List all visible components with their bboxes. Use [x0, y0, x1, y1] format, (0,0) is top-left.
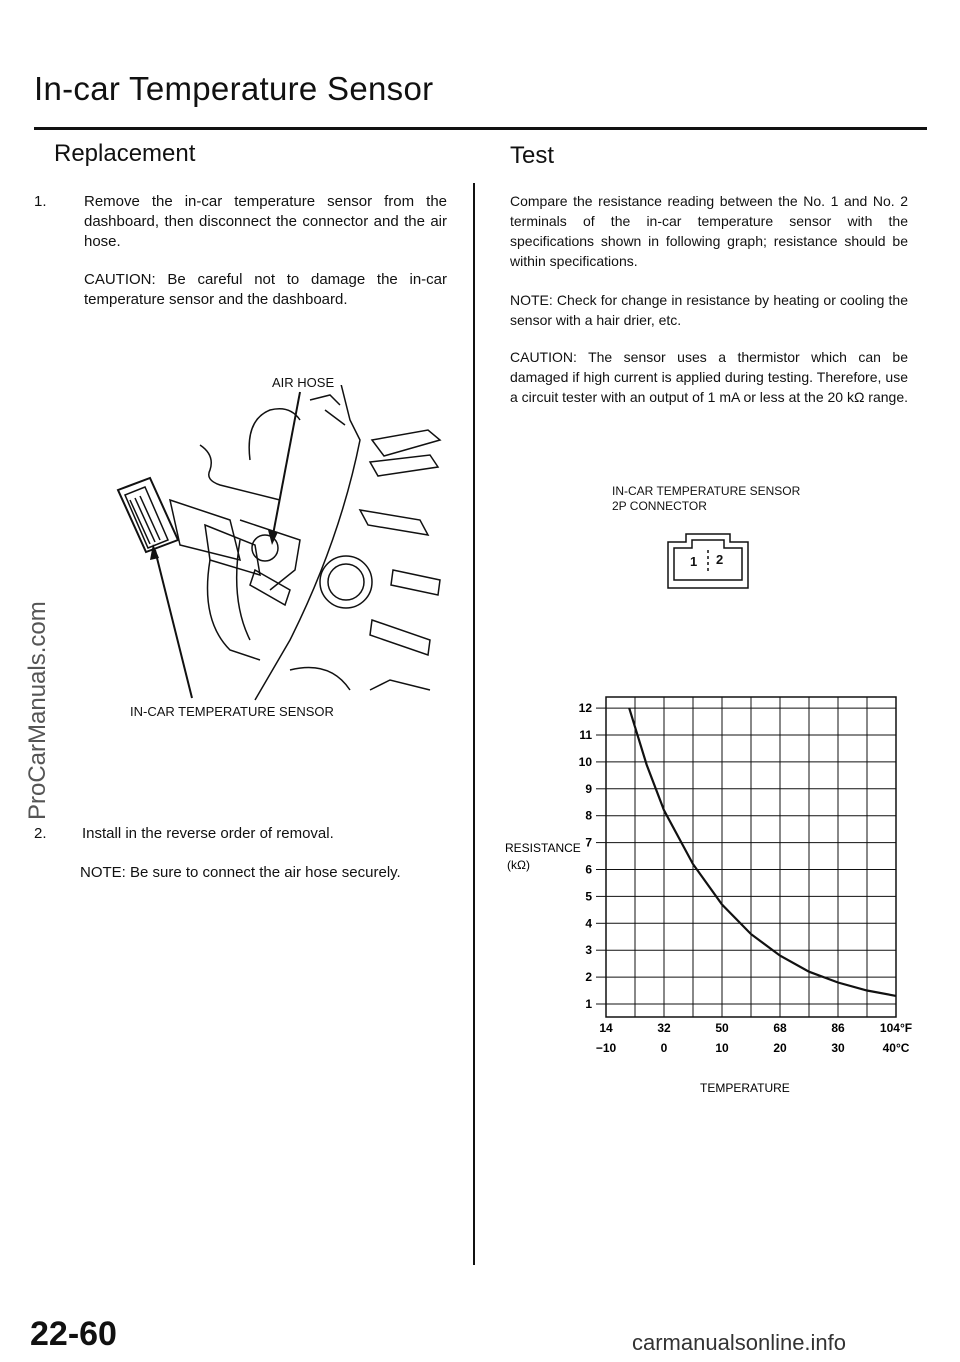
step1-text: Remove the in-car temperature sensor from the dashboard, then disconnect the connector and the air hose.	[84, 193, 447, 250]
page-title: In-car Temperature Sensor	[34, 70, 434, 107]
test-note: NOTE: Check for change in resistance by heating or cooling the sensor with a hair drier, etc.	[510, 292, 908, 328]
y-tick-label: 5	[585, 889, 592, 904]
x-tick-label-f: 68	[773, 1021, 787, 1035]
watermark-bottom: carmanualsonline.info	[632, 1330, 847, 1355]
pin-2-label: 2	[716, 552, 724, 567]
test-intro: Compare the resistance reading between the No. 1 and No. 2 terminals of the in-car temperature sensor with the specifications shown in following graph; resistance should be within specifications.	[510, 193, 908, 269]
connector-diagram	[660, 528, 760, 598]
x-tick-label-c: 20	[773, 1041, 787, 1055]
title-rule	[34, 127, 927, 130]
y-axis-label: RESISTANCE	[505, 841, 581, 855]
y-tick-label: 4	[585, 916, 592, 931]
x-tick-label-c: 40°C	[882, 1041, 910, 1055]
y-tick-label: 9	[585, 781, 592, 796]
watermark-side: ProCarManuals.com	[24, 601, 51, 820]
test-heading: Test	[510, 142, 555, 169]
label-in-car-temperature-sensor: IN-CAR TEMPERATURE SENSOR	[130, 704, 334, 719]
x-tick-label-c: 10	[715, 1041, 729, 1055]
x-tick-label-f: 32	[657, 1021, 671, 1035]
x-tick-label-c: −10	[595, 1041, 617, 1055]
y-tick-label: 7	[585, 835, 592, 850]
test-caution: CAUTION: The sensor uses a thermistor which can be damaged if high current is applied during testing. Therefore, use a circuit tester with an output of 1 mA or less at the 20 kΩ range.	[510, 349, 909, 405]
x-axis-label: TEMPERATURE	[700, 1081, 790, 1095]
y-tick-label: 11	[579, 728, 592, 742]
y-tick-label: 12	[578, 701, 592, 716]
page-number: 22-60	[30, 1315, 117, 1353]
connector-label-line2: 2P CONNECTOR	[612, 499, 707, 513]
connector-label-line1: IN-CAR TEMPERATURE SENSOR	[612, 484, 801, 498]
y-tick-label: 1	[585, 997, 592, 1011]
x-tick-label-f: 14	[599, 1021, 613, 1035]
y-tick-label: 3	[585, 943, 592, 958]
replacement-caution: CAUTION: Be careful not to damage the in-car temperature sensor and the dashboard.	[84, 271, 447, 308]
dashboard-illustration	[100, 385, 460, 705]
x-tick-label-c: 30	[831, 1041, 845, 1055]
y-tick-label: 10	[578, 754, 592, 769]
pin-1-label: 1	[690, 554, 698, 569]
step1-number: 1.	[34, 193, 47, 210]
resistance-temperature-chart	[500, 680, 930, 1100]
x-tick-label-c: 0	[660, 1041, 668, 1055]
step2-number: 2.	[34, 825, 47, 842]
step2-text: Install in the reverse order of removal.	[82, 825, 334, 842]
series-line-resistance	[629, 708, 896, 996]
y-tick-label: 6	[585, 862, 592, 877]
column-divider	[473, 183, 475, 1265]
x-tick-labels	[596, 1021, 912, 1055]
x-tick-label-f: 50	[715, 1021, 729, 1035]
replacement-note: NOTE: Be sure to connect the air hose securely.	[80, 864, 401, 881]
replacement-heading: Replacement	[54, 140, 196, 167]
y-tick-label: 2	[585, 970, 592, 985]
y-tick-labels	[579, 701, 593, 1011]
y-axis-unit: (kΩ)	[507, 858, 530, 872]
label-air-hose: AIR HOSE	[272, 375, 335, 390]
y-tick-label: 8	[585, 808, 592, 823]
x-tick-label-f: 104°F	[879, 1021, 913, 1035]
x-tick-label-f: 86	[831, 1021, 845, 1035]
